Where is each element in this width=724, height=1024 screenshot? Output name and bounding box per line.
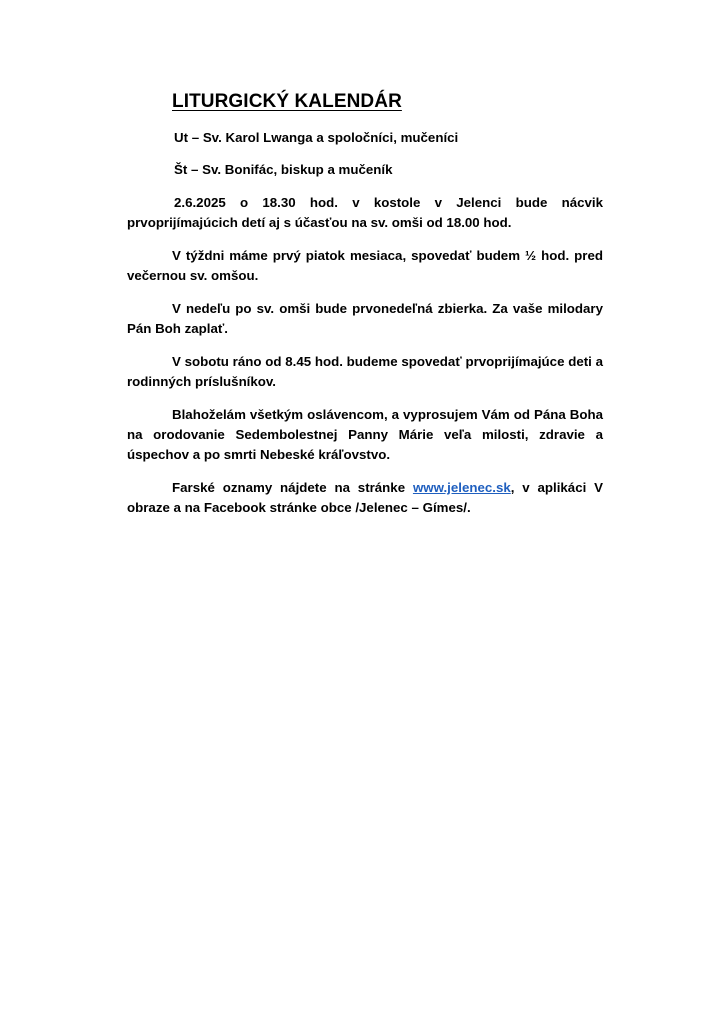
announcement-congratulations: Blahoželám všetkým oslávencom, a vyprosujem Vám od Pána Boha na orodovanie Sedembolestnej Panny Márie veľa milosti, zdravie a úspechov a po smrti Nebeské kráľovstvo. [127, 407, 603, 462]
page-title: LITURGICKÝ KALENDÁR [172, 91, 402, 112]
parish-website-link[interactable]: www.jelenec.sk [412, 480, 511, 495]
feast-thursday: Št – Sv. Bonifác, biskup a mučeník [174, 162, 393, 177]
announcement-first-friday: V týždni máme prvý piatok mesiaca, spovedať budem ½ hod. pred večernou sv. omšou. [127, 248, 603, 283]
announcement-collection: V nedeľu po sv. omši bude prvonedeľná zbierka. Za vaše milodary Pán Boh zaplať. [127, 301, 603, 336]
website-text-after: , v aplikáci V obraze a na Facebook stránke obce /Jelenec – Gímes/. [127, 480, 603, 515]
feast-tuesday: Ut – Sv. Karol Lwanga a spoločníci, mučeníci [174, 130, 459, 145]
bulletin-page [127, 90, 603, 518]
announcement-website [127, 478, 603, 518]
website-text-before: Farské oznamy nájdete na stránke [172, 480, 413, 495]
announcement-rehearsal: 2.6.2025 o 18.30 hod. v kostole v Jelenci bude nácvik prvoprijímajúcich detí aj s účasťou na sv. omši od 18.00 hod. [127, 195, 603, 230]
announcement-confession: V sobotu ráno od 8.45 hod. budeme spovedať prvoprijímajúce deti a rodinných príslušníkov. [127, 354, 603, 389]
